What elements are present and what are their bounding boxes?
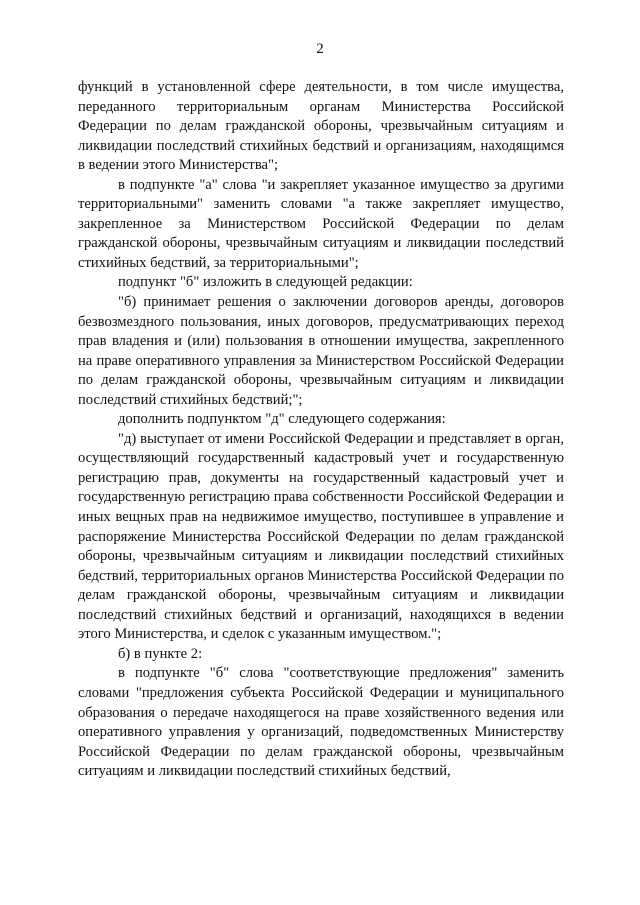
paragraph-subpoint-d-text: "д) выступает от имени Российской Федерации и представляет в орган, осуществляющий государственный кадастровый учет и государственную регистрацию прав, документы на государственный кадастровый учет и государственную регистрацию права собственности Российской Федерации и иных вещных прав на недвижимое имущество, поступившее в управление и распоряжение Министерства Российской Федерации по делам гражданской обороны, чрезвычайным ситуациям и ликвидации последствий стихийных бедствий, территориальных органов Министерства Российской Федерации по делам гражданской обороны, чрезвычайным ситуациям и ликвидации последствий стихийных бедствий и организаций, находящихся в ведении этого Министерства, и сделок с указанным имуществом."; — [78, 430, 564, 643]
paragraph-continuation: функций в установленной сфере деятельности, в том числе имущества, переданного территориальным органам Министерства Российской Федерации по делам гражданской обороны, чрезвычайным ситуациям и ликвидации последствий стихийных бедствий и организациям, находящимся в ведении этого Министерства"; — [78, 79, 564, 174]
paragraph-point-2-heading: б) в пункте 2: — [118, 645, 203, 662]
page-number: 2 — [316, 41, 324, 57]
paragraph-subpoint-a: в подпункте "а" слова "и закрепляет указанное имущество за другими территориальными" заменить словами "а также закрепляет имущество, закрепленное за Министерством Российской Федерации по делам гражданской обороны, чрезвычайным ситуациям и ликвидации последствий стихийных бедствий, за территориальными"; — [78, 176, 564, 271]
paragraph-point-2-subpoint-b: в подпункте "б" слова "соответствующие предложения" заменить словами "предложения субъекта Российской Федерации и муниципального образования о передаче находящегося на праве хозяйственного ведения или оперативного управления у организаций, подведомственных Министерству Российской Федерации по делам гражданской обороны, чрезвычайным ситуациям и ликвидации последствий стихийных бедствий, — [78, 665, 564, 780]
document-body — [78, 78, 564, 782]
paragraph-subpoint-b-intro: подпункт "б" изложить в следующей редакции: — [118, 274, 413, 291]
paragraph-subpoint-b-text: "б) принимает решения о заключении договоров аренды, договоров безвозмездного пользования, иных договоров, предусматривающих переход прав владения и (или) пользования в отношении имущества, закрепленного на праве оперативного управления за Министерством Российской Федерации по делам гражданской обороны, чрезвычайным ситуациям и ликвидации последствий стихийных бедствий;"; — [78, 294, 564, 408]
paragraph-subpoint-d-intro: дополнить подпунктом "д" следующего содержания: — [118, 411, 446, 428]
